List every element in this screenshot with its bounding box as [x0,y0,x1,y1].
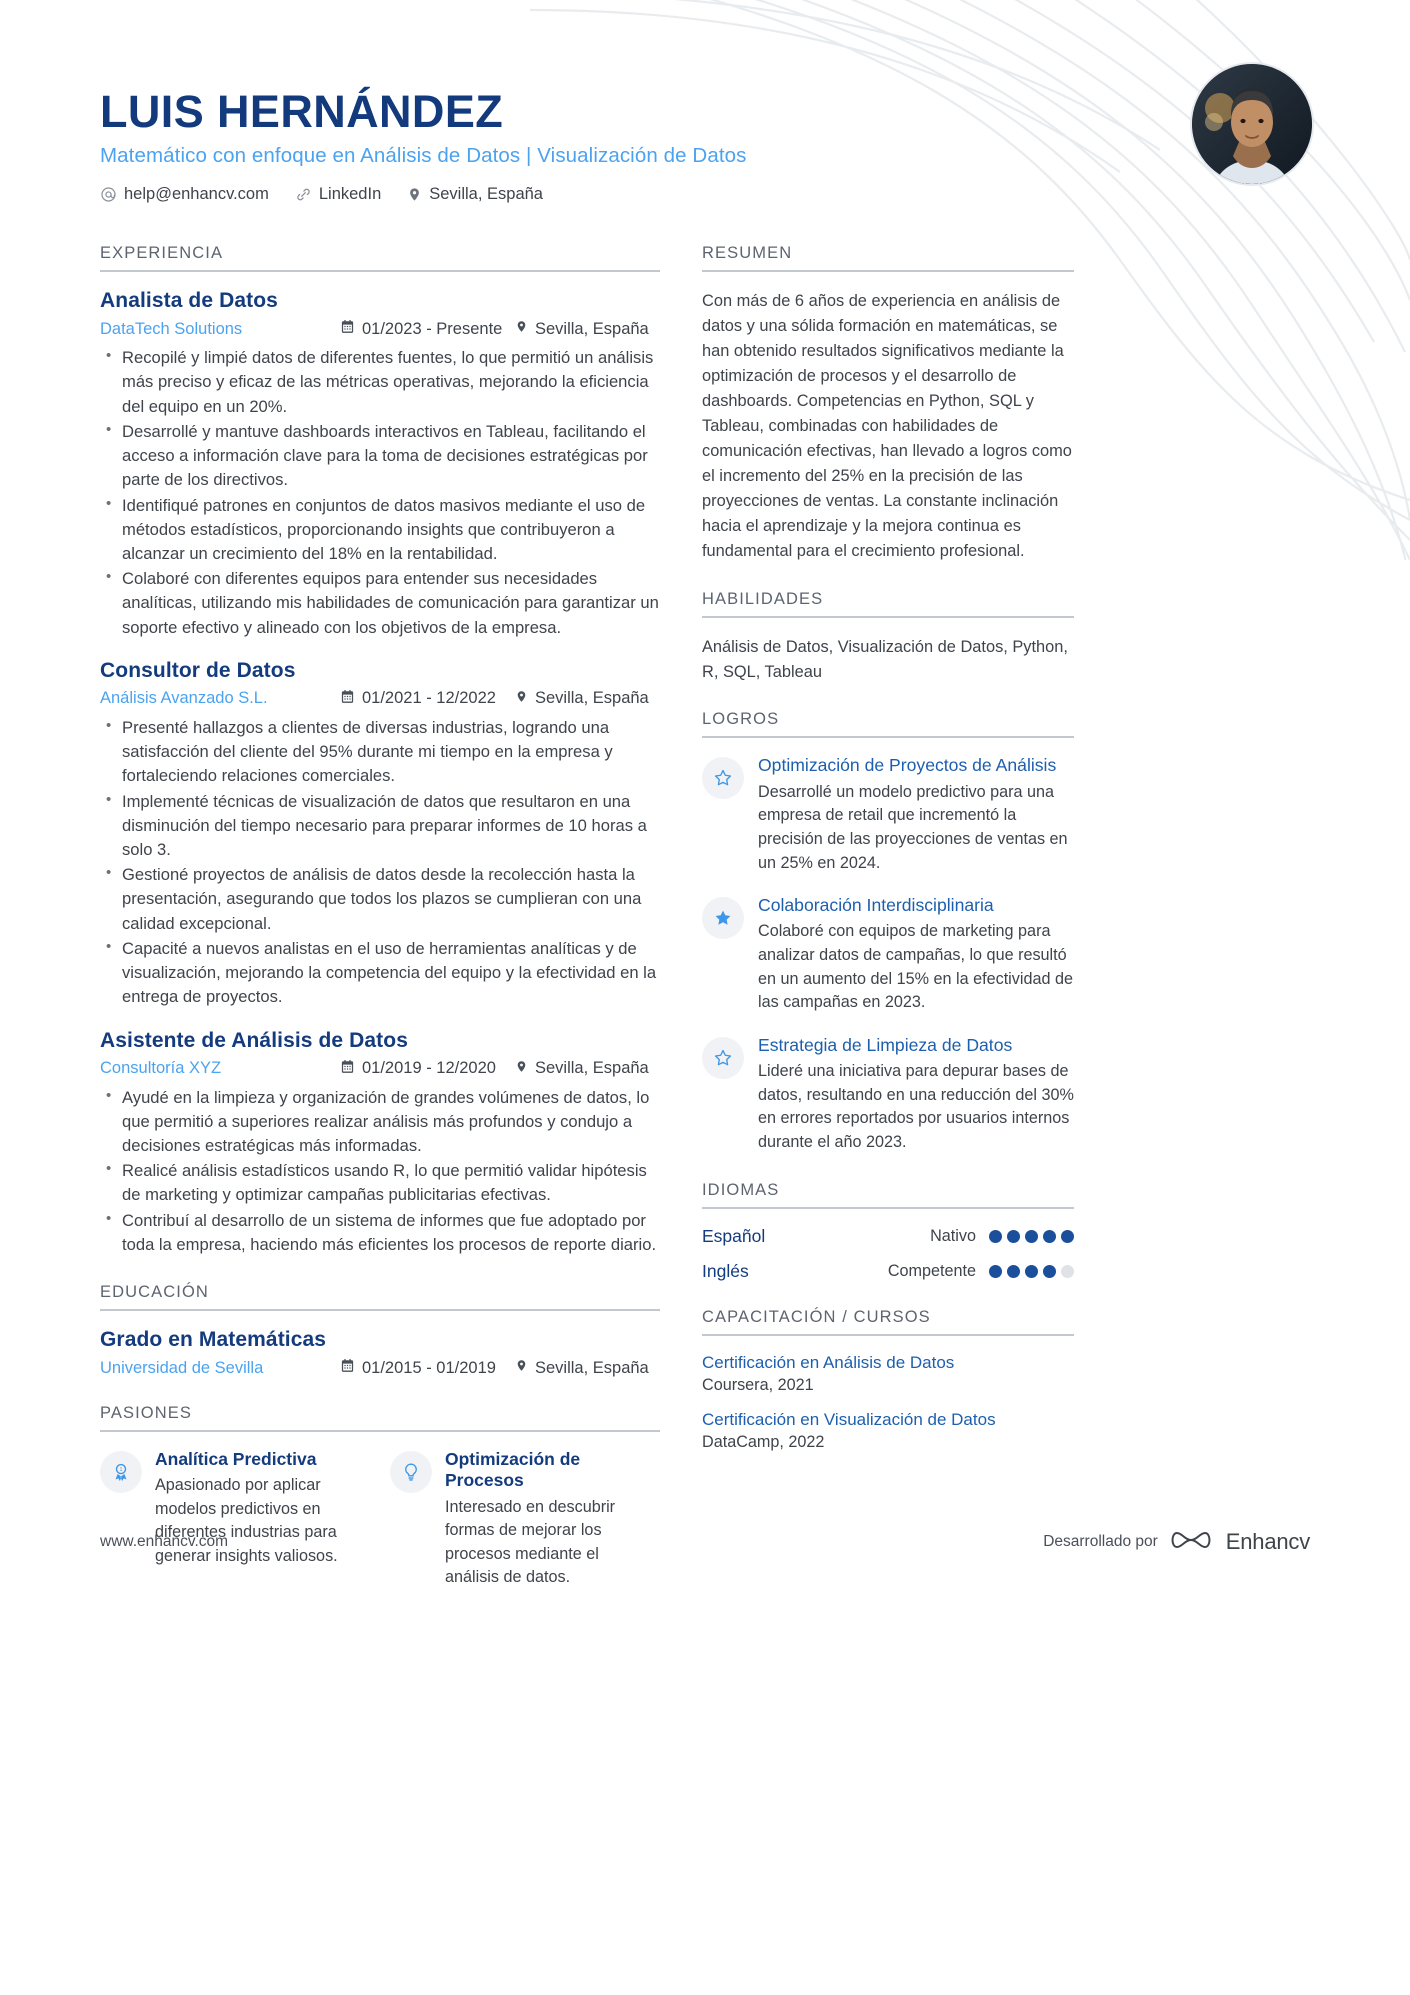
star-filled-icon [702,897,744,939]
page-footer [0,1527,1410,1558]
language-row [702,1261,1074,1282]
contact-email-label: help@enhancv.com [124,185,269,204]
achievement-item [702,1035,1074,1155]
passion-text: Interesado en descubrir formas de mejorar los procesos mediante el análisis de datos. [445,1497,616,1587]
achievement-item [702,755,1074,875]
language-rating-dots [989,1230,1074,1243]
section-passions [100,1404,660,1590]
star-outline-icon [702,757,744,799]
degree-title: Grado en Matemáticas [100,1328,327,1352]
avatar [1190,62,1314,186]
achievement-text: Lideré una iniciativa para depurar bases de datos, resultando en una reducción del 30% en errores reportados por usuarios internos durante el año 2023. [758,1062,1074,1151]
job-bullets [100,1086,660,1258]
course-title[interactable]: Certificación en Visualización de Datos [702,1409,996,1429]
section-title-languages: IDIOMAS [702,1180,780,1199]
list-item: • Recopilé y limpié datos de diferentes fuentes, lo que permitió un análisis más preciso y eficaz de las métricas operativas, mejorando la eficiencia del equipo en un 20%. [100,346,660,419]
divider [100,270,660,272]
company-name[interactable]: DataTech Solutions [100,319,243,338]
passion-text: Apasionado por aplicar modelos predictivos en diferentes industrias para generar insights valiosos. [155,1476,338,1565]
course-item [702,1410,1074,1452]
map-pin-icon [515,689,528,709]
passion-item [100,1449,354,1590]
divider [100,1430,660,1432]
contact-location [407,185,543,204]
language-level: Nativo [930,1226,976,1245]
link-icon [295,186,312,203]
course-title[interactable]: Certificación en Análisis de Datos [702,1352,955,1372]
contact-location-label: Sevilla, España [429,185,543,204]
calendar-icon [340,1358,355,1378]
achievement-text: Desarrollé un modelo predictivo para una empresa de retail que incrementó la precisión de las proyecciones de ventas en un 25% en 2024. [758,782,1068,872]
achievement-item [702,895,1074,1015]
job-title: Consultor de Datos [100,658,296,682]
section-title-summary: RESUMEN [702,244,793,263]
section-title-passions: PASIONES [100,1404,192,1423]
language-level: Competente [887,1261,976,1280]
job-dates-label: 01/2021 - 12/2022 [362,689,496,708]
passion-title: Optimización de Procesos [445,1449,581,1491]
contact-linkedin[interactable] [295,185,381,204]
section-languages [702,1181,1074,1282]
language-rating-dots [989,1265,1074,1278]
job-location-label: Sevilla, España [535,1059,649,1077]
calendar-icon [340,319,355,339]
left-column [100,244,660,1615]
section-title-education: EDUCACIÓN [100,1283,209,1302]
job-bullets [100,346,660,640]
section-summary [702,244,1074,563]
map-pin-icon [515,1059,528,1079]
section-skills [702,590,1074,685]
section-education [100,1283,660,1378]
job-bullets [100,716,660,1010]
rating-dot [989,1265,1002,1278]
footer-website[interactable]: www.enhancv.com [100,1533,229,1551]
list-item: • Desarrollé y mantuve dashboards interactivos en Tableau, facilitando el acceso a información clave para la toma de decisiones estratégicas por parte de los directivos. [100,420,660,493]
contact-row [100,185,1310,204]
experience-entry [100,659,660,1010]
section-title-achievements: LOGROS [702,710,780,729]
section-experience [100,244,660,1257]
divider [702,736,1074,738]
list-item: • Realicé análisis estadísticos usando R, lo que permitió validar hipótesis de marketing y optimizar campañas publicitarias efectivas. [100,1159,660,1207]
achievement-title: Colaboración Interdisciplinaria [758,895,994,916]
rating-dot [1025,1230,1038,1243]
professional-headline: Matemático con enfoque en Análisis de Datos | Visualización de Datos [100,144,747,168]
job-title: Asistente de Análisis de Datos [100,1028,408,1052]
svg-text:1: 1 [119,1467,123,1474]
contact-email[interactable] [100,185,269,204]
enhancv-logo-icon [1169,1527,1215,1558]
job-title: Analista de Datos [100,289,278,313]
right-column [702,244,1074,1615]
first-name: LUIS [100,86,205,137]
course-item [702,1353,1074,1395]
job-dates-label: 01/2023 - Presente [362,319,503,338]
rating-dot-empty [1061,1265,1074,1278]
star-outline-icon [702,1037,744,1079]
divider [702,270,1074,272]
rating-dot [1043,1265,1056,1278]
job-location [515,1059,660,1079]
section-achievements [702,710,1074,1154]
rating-dot [1025,1265,1038,1278]
section-courses [702,1308,1074,1452]
course-provider: Coursera, 2021 [702,1375,814,1394]
list-item: • Identifiqué patrones en conjuntos de datos masivos mediante el uso de métodos estadísticos, proporcionando insights que contribuyeron a alcanzar un crecimiento del 18% en la rentabilidad. [100,494,660,567]
map-pin-icon [515,1358,528,1378]
rating-dot [1007,1230,1020,1243]
job-location [515,689,660,709]
education-entry [100,1328,660,1378]
company-name[interactable]: Análisis Avanzado S.L. [100,689,268,708]
divider [702,1207,1074,1209]
passion-item [390,1449,644,1590]
calendar-icon [340,1059,355,1079]
list-item: • Presenté hallazgos a clientes de diversas industrias, logrando una satisfacción del cliente del 95% durante mi tiempo en la empresa y fortaleciendo relaciones comerciales. [100,716,660,789]
award-badge-icon [100,1451,142,1493]
course-provider: DataCamp, 2022 [702,1432,825,1451]
rating-dot [1043,1230,1056,1243]
section-title-courses: CAPACITACIÓN / CURSOS [702,1307,931,1326]
map-pin-icon [407,186,422,203]
language-name: Inglés [702,1260,749,1281]
job-dates [340,1059,515,1079]
list-item: • Implementé técnicas de visualización de datos que resultaron en una disminución del tiempo necesario para preparar informes de 10 horas a solo 3. [100,790,660,863]
job-location-label: Sevilla, España [535,319,649,338]
education-location-label: Sevilla, España [535,1358,649,1377]
last-name: HERNÁNDEZ [217,86,504,137]
contact-linkedin-label: LinkedIn [318,185,382,204]
list-item: • Ayudé en la limpieza y organización de grandes volúmenes de datos, lo que permitió a superiores realizar análisis más profundos y condujo a decisiones estratégicas más informadas. [100,1086,660,1159]
rating-dot [1007,1265,1020,1278]
skills-text: Análisis de Datos, Visualización de Datos, Python, R, SQL, Tableau [702,637,1068,681]
education-location [515,1358,660,1378]
resume-header [0,0,1410,204]
list-item: • Colaboré con diferentes equipos para entender sus necesidades analíticas, utilizando mis habilidades de comunicación para garantizar un soporte efectivo y alineado con los objetivos de la empresa. [100,567,660,640]
list-item: • Gestioné proyectos de análisis de datos desde la recolección hasta la presentación, asegurando que todos los plazos se cumplieran con una calidad excepcional. [100,863,660,936]
divider [702,616,1074,618]
section-title-skills: HABILIDADES [702,589,824,608]
job-dates [340,689,515,709]
language-name: Español [702,1225,766,1246]
list-item: • Capacité a nuevos analistas en el uso de herramientas analíticas y de visualización, mejorando la competencia del equipo y la efectividad en la entrega de proyectos. [100,937,660,1010]
passion-title: Analítica Predictiva [155,1449,317,1470]
language-row [702,1226,1074,1247]
list-item: • Contribuí al desarrollo de un sistema de informes que fue adoptado por toda la empresa, haciendo más eficientes los procesos de reporte diario. [100,1209,660,1257]
calendar-icon [340,689,355,709]
summary-text: Con más de 6 años de experiencia en análisis de datos y una sólida formación en matemáticas, se han obtenido resultados significativos mediante la optimización de procesos y el desarrollo de dashboards. Competencias en Python, SQL y Tableau, combinadas con habilidades de comunicación efectivas, han llevado a logros como el incremento del 25% en la precisión de las proyecciones de ventas. La constante inclinación hacia el aprendizaje y la mejora continua es fundamental para el crecimiento profesional. [702,292,1072,560]
footer-credit-label: Desarrollado por [1043,1533,1158,1551]
education-dates [340,1358,515,1378]
school-name[interactable]: Universidad de Sevilla [100,1358,264,1377]
experience-entry [100,289,660,640]
divider [100,1309,660,1311]
at-icon [100,186,117,203]
job-location-label: Sevilla, España [535,689,649,708]
achievement-text: Colaboré con equipos de marketing para analizar datos de campañas, lo que resultó en un aumento del 15% en la efectividad de las campañas en 2023. [758,922,1073,1012]
map-pin-icon [515,319,528,339]
lightbulb-icon [390,1451,432,1493]
company-name[interactable]: Consultoría XYZ [100,1059,222,1077]
experience-entry [100,1029,660,1258]
rating-dot [1061,1230,1074,1243]
rating-dot [989,1230,1002,1243]
page-title [100,88,1310,135]
job-dates [340,319,515,339]
job-dates-label: 01/2019 - 12/2020 [362,1059,496,1077]
divider [702,1334,1074,1336]
education-dates-label: 01/2015 - 01/2019 [362,1358,496,1377]
job-location [515,319,660,339]
achievement-title: Optimización de Proyectos de Análisis [758,755,1057,776]
footer-brand-name: Enhancv [1225,1529,1310,1555]
section-title-experience: EXPERIENCIA [100,244,224,263]
achievement-title: Estrategia de Limpieza de Datos [758,1034,1013,1055]
